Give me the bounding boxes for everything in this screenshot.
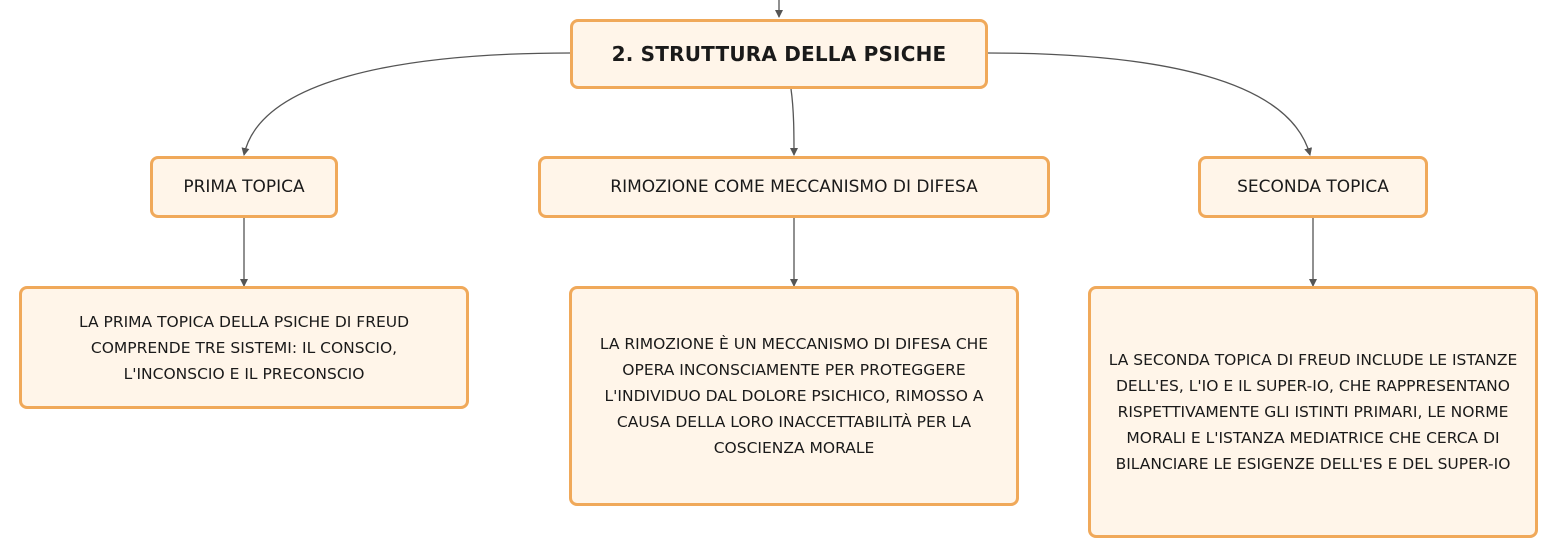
- main-topic-node[interactable]: [570, 19, 988, 89]
- connector-main-to-rimozione: [791, 89, 794, 155]
- description-prima-topica-node[interactable]: [19, 286, 469, 409]
- connector-main-to-seconda-topica: [988, 53, 1310, 155]
- branch-prima-topica-node[interactable]: [150, 156, 338, 218]
- branch-rimozione-label: RIMOZIONE COME MECCANISMO DI DIFESA: [610, 177, 978, 197]
- branch-rimozione-node[interactable]: [538, 156, 1050, 218]
- branch-prima-topica-label: PRIMA TOPICA: [183, 177, 305, 197]
- branch-seconda-topica-label: SECONDA TOPICA: [1237, 177, 1389, 197]
- branch-seconda-topica-node[interactable]: [1198, 156, 1428, 218]
- description-seconda-topica-node[interactable]: [1088, 286, 1538, 538]
- description-rimozione-text: LA RIMOZIONE È UN MECCANISMO DI DIFESA CHE OPERA INCONSCIAMENTE PER PROTEGGERE L'INDIVIDUO DAL DOLORE PSICHICO, RIMOSSO A CAUSA DELLA LORO INACCETTABILITÀ PER LA COSCIENZA MORALE: [599, 335, 989, 457]
- connector-main-to-prima-topica: [244, 53, 570, 155]
- description-rimozione-node[interactable]: [569, 286, 1019, 506]
- description-seconda-topica-text: LA SECONDA TOPICA DI FREUD INCLUDE LE ISTANZE DELL'ES, L'IO E IL SUPER-IO, CHE RAPPRESENTANO RISPETTIVAMENTE GLI ISTINTI PRIMARI, LE NORME MORALI E L'ISTANZA MEDIATRICE CHE CERCA DI BILANCIARE LE ESIGENZE DELL'ES E DEL SUPER-IO: [1108, 351, 1518, 473]
- main-topic-label: 2. STRUTTURA DELLA PSICHE: [611, 42, 947, 66]
- description-prima-topica-text: LA PRIMA TOPICA DELLA PSICHE DI FREUD COMPRENDE TRE SISTEMI: IL CONSCIO, L'INCONSCIO E IL PRECONSCIO: [78, 312, 410, 383]
